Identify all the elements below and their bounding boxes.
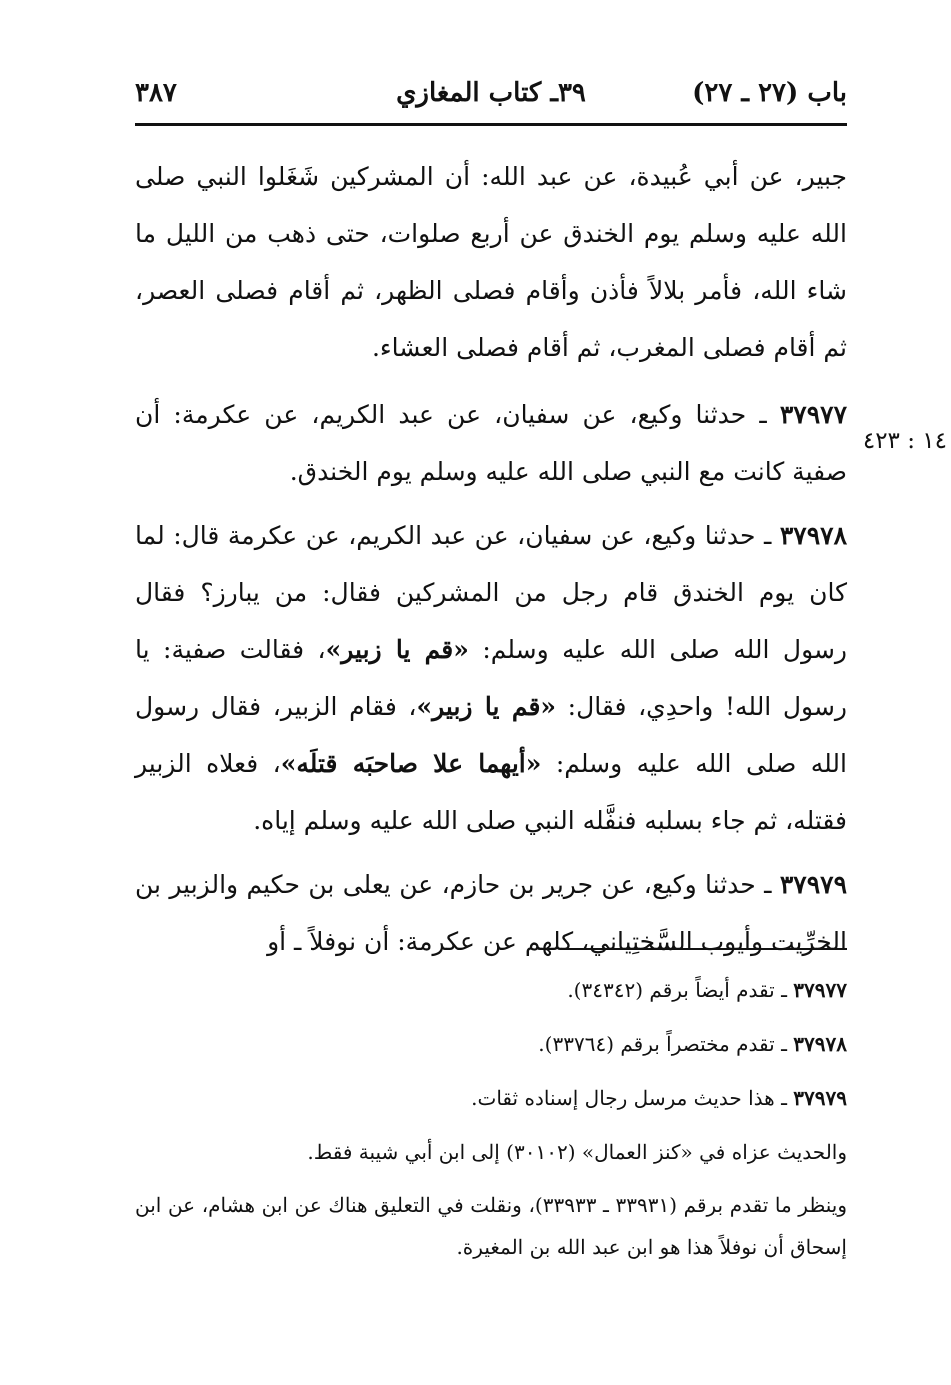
- footnote-divider: [565, 948, 847, 950]
- hadith-37977: [135, 386, 847, 500]
- hadith-text: حدثنا وكيع، عن سفيان، عن عبد الكريم، عن عكرمة قال: لما كان يوم الخندق قام رجل من المشركين فقال: من يبارز؟ فقال رسول الله صلى الله عليه وسلم:: [135, 521, 848, 664]
- chapter-heading: باب (٢٧ ـ ٢٧): [692, 78, 847, 108]
- hadith-number: ٣٧٩٧٩: [779, 870, 847, 899]
- dash: ـ: [781, 1032, 787, 1056]
- dash: ـ: [759, 400, 767, 429]
- footnote: [135, 1076, 847, 1120]
- margin-reference: ١٤ : ٤٢٣: [862, 428, 947, 454]
- footnote: [135, 1022, 847, 1066]
- dash: ـ: [781, 978, 787, 1002]
- footnote-text: وينظر ما تقدم برقم (٣٣٩٣١ ـ ٣٣٩٣٣)، ونقلت في التعليق هناك عن ابن هشام، عن ابن إسحاق أن نوفلاً هذا هو ابن عبد الله بن المغيرة.: [135, 1193, 848, 1259]
- footnote: [135, 968, 847, 1012]
- dash: ـ: [781, 1086, 787, 1110]
- footnote: [135, 1184, 847, 1268]
- hadith-text: ، فقالت صفية: يا رسول الله! واحدِي، فقال:: [135, 635, 847, 721]
- hadith-text: حدثنا وكيع، عن سفيان، عن عبد الكريم، عن عكرمة: أن صفية كانت مع النبي صلى الله عليه وسلم يوم الخندق.: [135, 400, 847, 486]
- footnote-text: هذا حديث مرسل رجال إسناده ثقات.: [471, 1086, 775, 1110]
- footnote-number: ٣٧٩٧٨: [793, 1032, 847, 1056]
- dash: ـ: [764, 870, 772, 899]
- paragraph-text: جبير، عن أبي عُبيدة، عن عبد الله: أن المشركين شَغَلوا النبي صلى الله عليه وسلم يوم الخندق عن أربع صلوات، حتى ذهب من الليل ما شاء الله، فأمر بلالاً فأذن وأقام فصلى الظهر، ثم أقام فصلى العصر، ثم أقام فصلى المغرب، ثم أقام فصلى العشاء.: [135, 162, 847, 362]
- footnote-number: ٣٧٩٧٧: [793, 978, 847, 1002]
- footnote-text: تقدم مختصراً برقم (٣٣٧٦٤).: [538, 1032, 775, 1056]
- prophet-quote: «قم يا زبير»: [325, 635, 469, 664]
- hadith-37978: [135, 507, 847, 849]
- footnote-text: والحديث عزاه في «كنز العمال» (٣٠١٠٢) إلى ابن أبي شيبة فقط.: [307, 1140, 847, 1164]
- book-title: ٣٩ـ كتاب المغازي: [396, 78, 586, 108]
- header-divider: [135, 123, 847, 126]
- page-number: ٣٨٧: [135, 78, 177, 108]
- footnote: [135, 1130, 847, 1174]
- hadith-text: حدثنا وكيع، عن جرير بن حازم، عن يعلى بن حكيم والزبير بن الخرِّيت وأيوب السَّختِياني، كلهم عن عكرمة: أن نوفلاً ـ أو: [135, 870, 847, 956]
- footnotes: [135, 968, 847, 1278]
- footnote-number: ٣٧٩٧٩: [793, 1086, 847, 1110]
- page-header: [135, 78, 847, 118]
- footnote-text: تقدم أيضاً برقم (٣٤٣٤٢).: [567, 978, 775, 1002]
- hadith-text: ، فعلاه الزبير فقتله، ثم جاء بسلبه فنفَّله النبي صلى الله عليه وسلم إياه.: [135, 749, 847, 835]
- hadith-text: ، فقام الزبير، فقال رسول الله صلى الله عليه وسلم:: [135, 692, 847, 778]
- dash: ـ: [764, 521, 772, 550]
- hadith-37979: [135, 856, 847, 970]
- prophet-quote: «أيهما علا صاحبَه قتلَه»: [280, 749, 542, 778]
- paragraph: [135, 148, 847, 376]
- prophet-quote: «قم يا زبير»: [416, 692, 557, 721]
- hadith-number: ٣٧٩٧٨: [779, 521, 847, 550]
- hadith-number: ٣٧٩٧٧: [779, 400, 847, 429]
- main-text: [135, 148, 847, 977]
